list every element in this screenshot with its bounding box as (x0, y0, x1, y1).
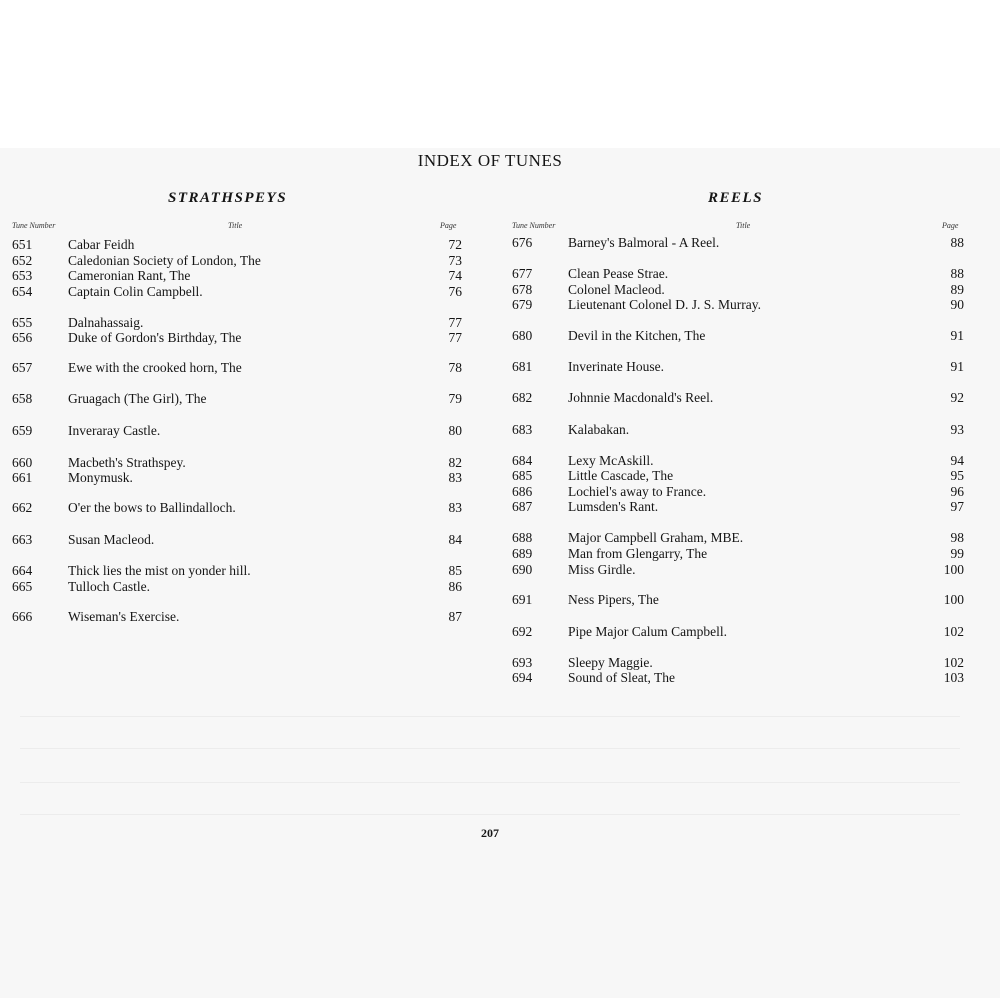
tune-title: Macbeth's Strathspey. (68, 455, 186, 470)
tune-title: Clean Pease Strae. (568, 266, 669, 281)
tune-number: 685 (512, 468, 533, 483)
tune-number: 652 (12, 253, 33, 268)
tune-page: 85 (448, 563, 462, 578)
tune-page: 98 (950, 530, 964, 545)
tune-number: 686 (512, 484, 533, 499)
index-row (512, 624, 964, 640)
tune-title: Lumsden's Rant. (568, 499, 659, 514)
tune-number: 681 (512, 359, 533, 374)
tune-number: 663 (12, 532, 33, 547)
reels-col-title: Title (736, 221, 751, 230)
tune-number: 664 (12, 563, 33, 578)
tune-page: 94 (950, 453, 964, 468)
tune-number: 659 (12, 423, 33, 438)
tune-number: 692 (512, 624, 533, 639)
index-row (512, 484, 964, 500)
show-through-line (20, 782, 960, 783)
tune-page: 102 (943, 624, 964, 639)
tune-page: 87 (448, 609, 462, 624)
index-row (12, 423, 462, 439)
tune-number: 679 (512, 297, 533, 312)
index-row (12, 330, 462, 346)
tune-title: Dalnahassaig. (68, 315, 144, 330)
tune-number: 660 (12, 455, 33, 470)
tune-page: 77 (448, 330, 462, 345)
tune-title: Johnnie Macdonald's Reel. (568, 390, 714, 405)
tune-page: 84 (448, 532, 462, 547)
tune-number: 666 (12, 609, 33, 624)
tune-number: 651 (12, 237, 33, 252)
tune-title: O'er the bows to Ballindalloch. (68, 500, 236, 515)
show-through-line (20, 814, 960, 815)
index-row (12, 609, 462, 625)
tune-number: 677 (512, 266, 533, 281)
tune-title: Sound of Sleat, The (568, 670, 675, 685)
tune-number: 683 (512, 422, 533, 437)
show-through-line (20, 716, 960, 717)
index-row (512, 453, 964, 469)
tune-number: 688 (512, 530, 533, 545)
tune-title: Colonel Macleod. (568, 282, 665, 297)
tune-title: Major Campbell Graham, MBE. (568, 530, 744, 545)
tune-title: Caledonian Society of London, The (68, 253, 261, 268)
tune-page: 96 (950, 484, 964, 499)
tune-number: 691 (512, 592, 533, 607)
index-row (12, 500, 462, 516)
tune-title: Little Cascade, The (568, 468, 674, 483)
tune-number: 656 (12, 330, 33, 345)
tune-page: 72 (448, 237, 462, 252)
index-row (512, 530, 964, 546)
tune-page: 91 (950, 359, 964, 374)
tune-page: 103 (943, 670, 964, 685)
tune-page: 100 (943, 562, 964, 577)
tune-page: 83 (448, 470, 462, 485)
tune-number: 661 (12, 470, 33, 485)
tune-title: Lieutenant Colonel D. J. S. Murray. (568, 297, 761, 312)
tune-page: 97 (950, 499, 964, 514)
index-row (12, 455, 462, 471)
reels-col-page: Page (942, 221, 959, 230)
tune-number: 655 (12, 315, 33, 330)
tune-title: Duke of Gordon's Birthday, The (68, 330, 242, 345)
reels-heading: REELS (708, 190, 764, 206)
index-row (512, 297, 964, 313)
index-row (12, 391, 462, 407)
tune-page: 79 (448, 391, 462, 406)
strathspeys-col-number: Tune Number (12, 221, 56, 230)
tune-number: 678 (512, 282, 533, 297)
tune-page: 82 (448, 455, 462, 470)
tune-title: Ewe with the crooked horn, The (68, 360, 242, 375)
index-row (512, 655, 964, 671)
index-row (12, 315, 462, 331)
tune-page: 100 (943, 592, 964, 607)
tune-page: 88 (950, 235, 964, 250)
index-row (512, 562, 964, 578)
tune-number: 682 (512, 390, 533, 405)
tune-number: 694 (512, 670, 533, 685)
tune-page: 78 (448, 360, 462, 375)
index-row (12, 284, 462, 300)
tune-page: 77 (448, 315, 462, 330)
tune-title: Devil in the Kitchen, The (568, 328, 706, 343)
tune-number: 690 (512, 562, 533, 577)
index-row (512, 282, 964, 298)
tune-title: Lexy McAskill. (568, 453, 654, 468)
tune-title: Gruagach (The Girl), The (68, 391, 207, 406)
tune-title: Lochiel's away to France. (568, 484, 707, 499)
index-row (512, 266, 964, 282)
tune-number: 680 (512, 328, 533, 343)
index-row (12, 532, 462, 548)
tune-title: Tulloch Castle. (68, 579, 151, 594)
tune-number: 662 (12, 500, 33, 515)
tune-number: 665 (12, 579, 33, 594)
tune-title: Cameronian Rant, The (68, 268, 191, 283)
tune-number: 684 (512, 453, 533, 468)
reels-col-number: Tune Number (512, 221, 556, 230)
tune-page: 76 (448, 284, 462, 299)
tune-page: 83 (448, 500, 462, 515)
strathspeys-col-page: Page (440, 221, 457, 230)
index-row (512, 422, 964, 438)
index-row (512, 390, 964, 406)
strathspeys-col-title: Title (228, 221, 243, 230)
index-row (12, 268, 462, 284)
tune-number: 676 (512, 235, 533, 250)
tune-number: 689 (512, 546, 533, 561)
tune-title: Man from Glengarry, The (568, 546, 708, 561)
tune-page: 73 (448, 253, 462, 268)
tune-title: Cabar Feidh (68, 237, 135, 252)
index-row (512, 235, 964, 251)
tune-title: Sleepy Maggie. (568, 655, 653, 670)
tune-page: 99 (950, 546, 964, 561)
tune-title: Barney's Balmoral - A Reel. (568, 235, 720, 250)
tune-page: 86 (448, 579, 462, 594)
strathspeys-heading: STRATHSPEYS (168, 190, 288, 206)
tune-page: 93 (950, 422, 964, 437)
tune-page: 74 (448, 268, 462, 283)
tune-title: Monymusk. (68, 470, 133, 485)
index-row (12, 253, 462, 269)
tune-title: Susan Macleod. (68, 532, 155, 547)
tune-number: 657 (12, 360, 33, 375)
index-row (12, 470, 462, 486)
index-row (512, 328, 964, 344)
page-number: 207 (481, 826, 499, 840)
show-through-line (20, 748, 960, 749)
tune-title: Captain Colin Campbell. (68, 284, 203, 299)
tune-number: 658 (12, 391, 33, 406)
index-title: INDEX OF TUNES (417, 151, 563, 170)
tune-page: 95 (950, 468, 964, 483)
index-row (512, 359, 964, 375)
index-row (512, 499, 964, 515)
tune-page: 89 (950, 282, 964, 297)
tune-page: 90 (950, 297, 964, 312)
tune-title: Inverinate House. (568, 359, 664, 374)
tune-title: Thick lies the mist on yonder hill. (68, 563, 251, 578)
tune-title: Kalabakan. (568, 422, 630, 437)
tune-title: Wiseman's Exercise. (68, 609, 180, 624)
index-row (12, 579, 462, 595)
tune-number: 653 (12, 268, 33, 283)
tune-number: 687 (512, 499, 533, 514)
index-row (512, 468, 964, 484)
tune-number: 693 (512, 655, 533, 670)
tune-title: Pipe Major Calum Campbell. (568, 624, 727, 639)
tune-title: Inveraray Castle. (68, 423, 161, 438)
index-row (12, 563, 462, 579)
tune-page: 92 (950, 390, 964, 405)
tune-page: 88 (950, 266, 964, 281)
tune-title: Ness Pipers, The (568, 592, 659, 607)
tune-page: 80 (448, 423, 462, 438)
index-row (12, 360, 462, 376)
index-row (512, 592, 964, 608)
tune-page: 102 (943, 655, 964, 670)
tune-title: Miss Girdle. (568, 562, 636, 577)
tune-number: 654 (12, 284, 33, 299)
index-row (512, 670, 964, 686)
index-row (512, 546, 964, 562)
index-row (12, 237, 462, 253)
tune-page: 91 (950, 328, 964, 343)
